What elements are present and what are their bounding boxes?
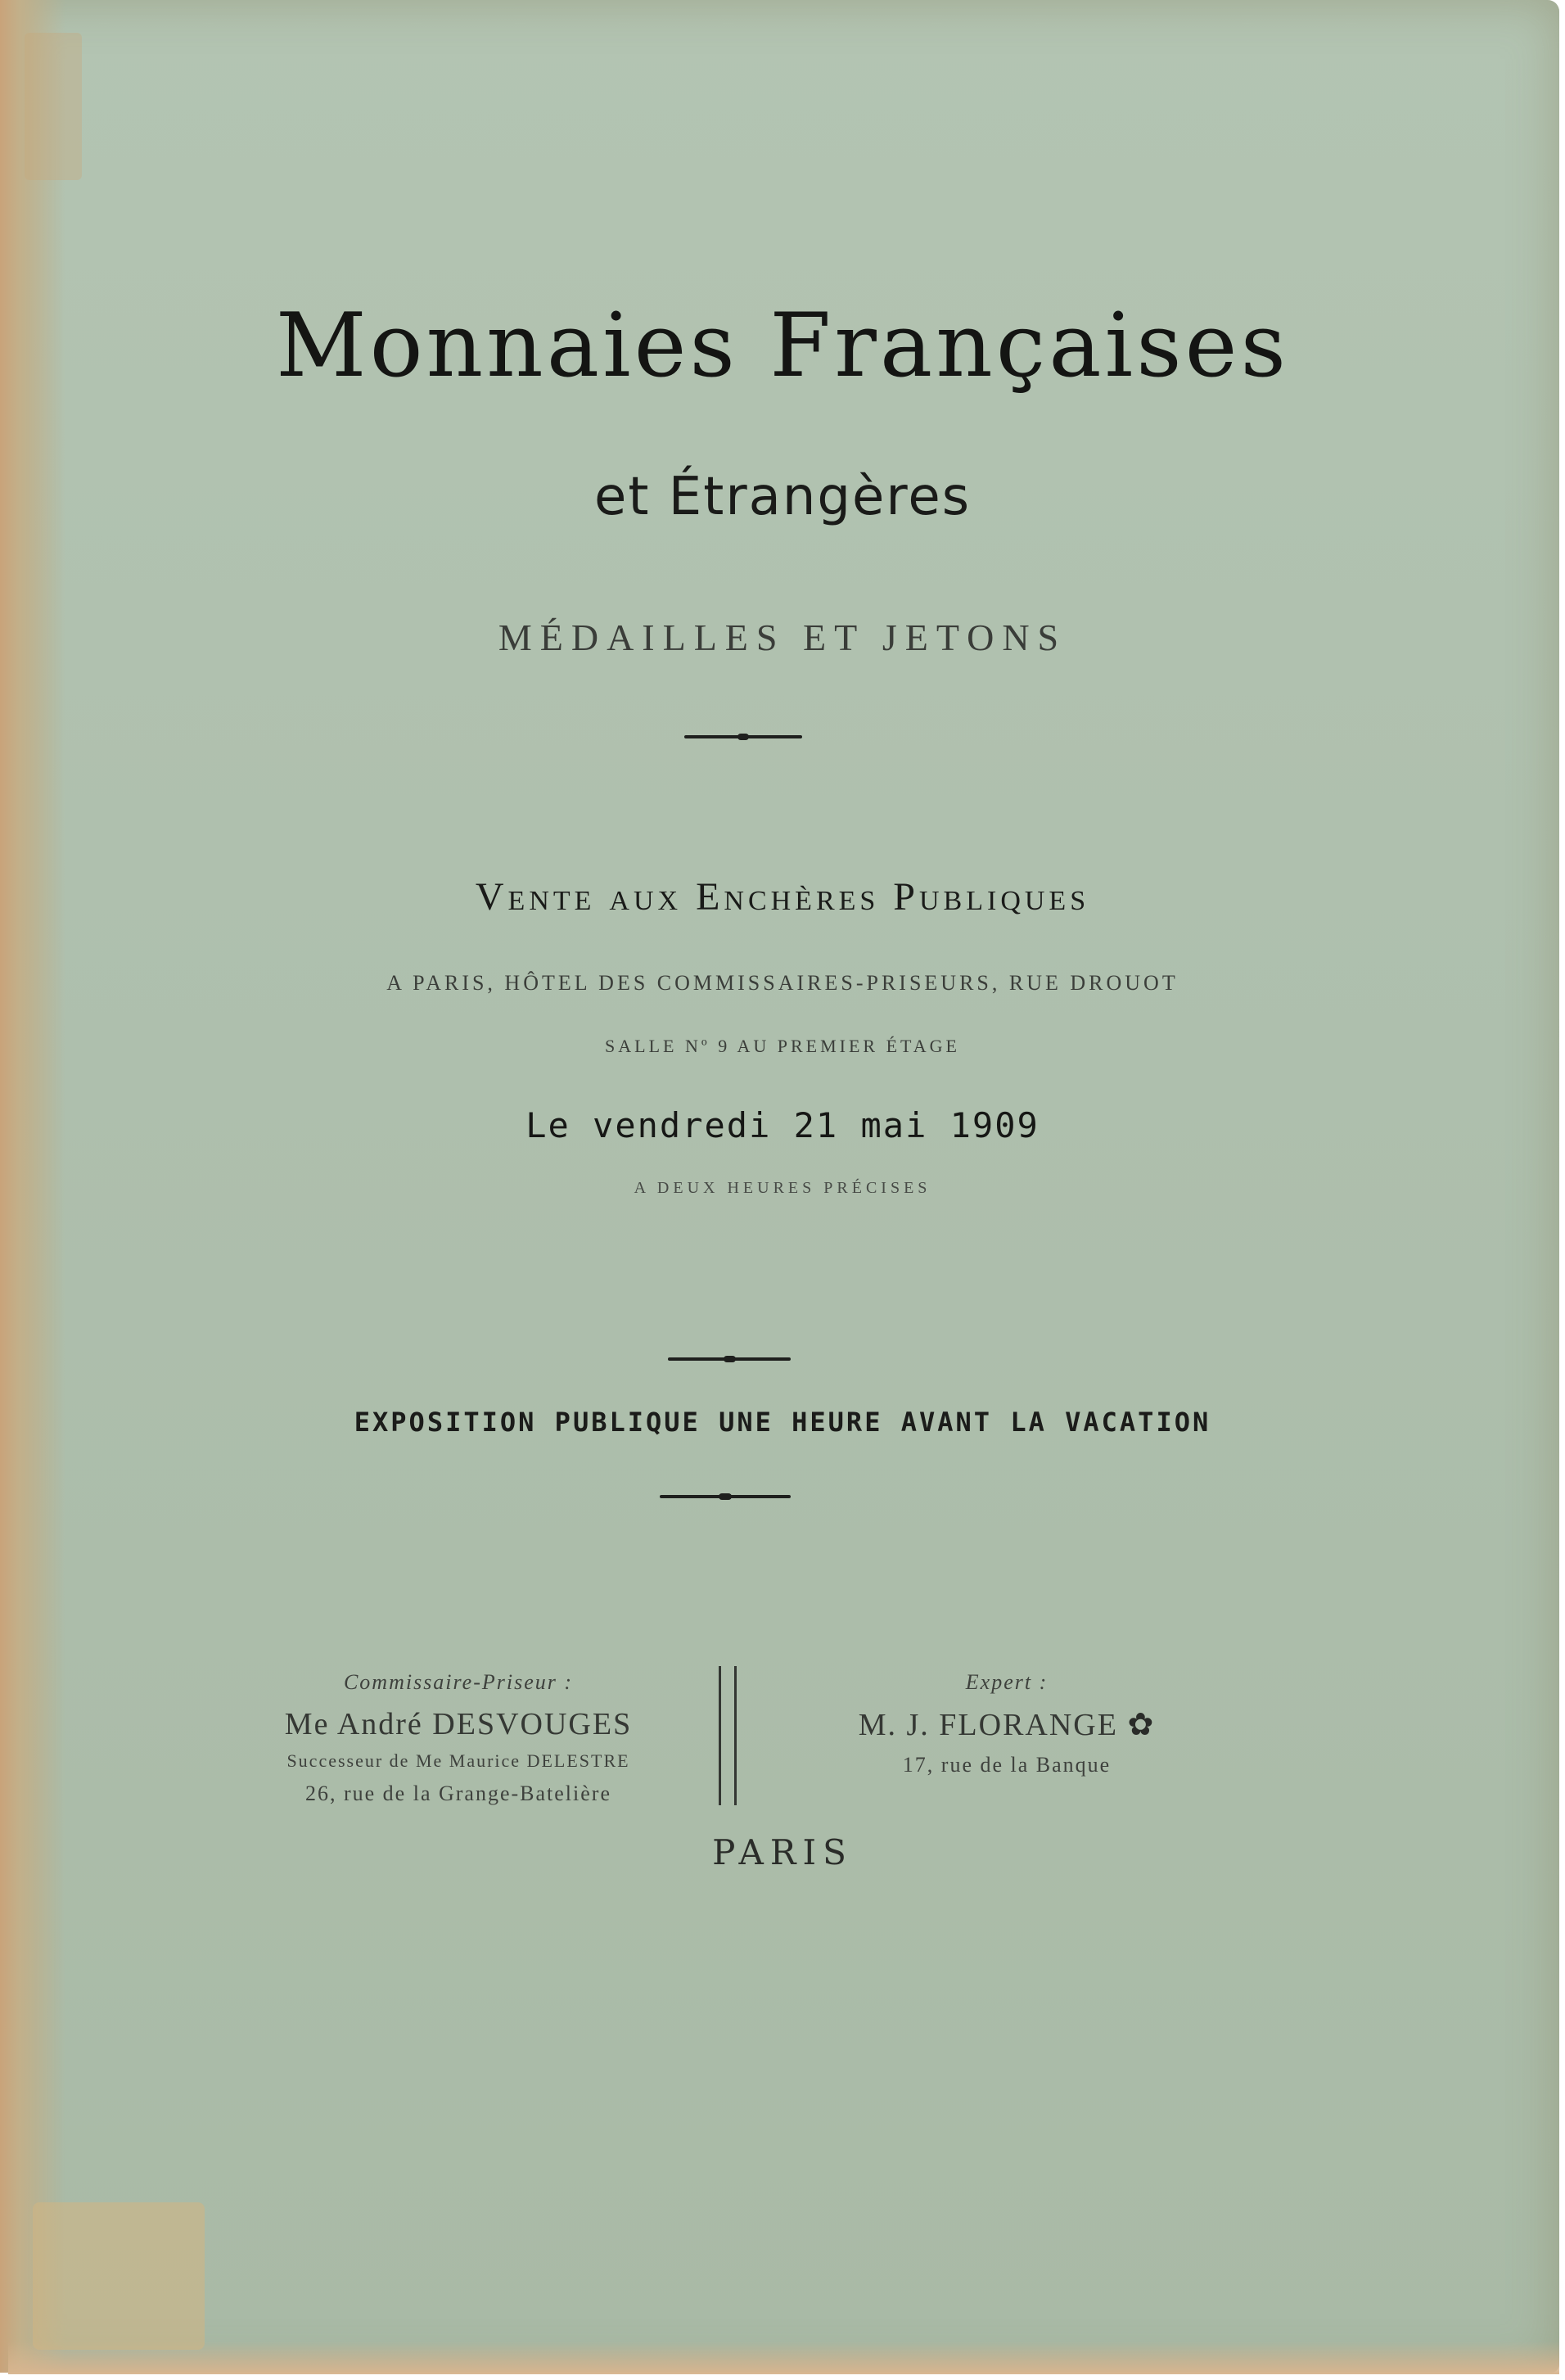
expert-decoration-icon: ✿ (1127, 1708, 1156, 1742)
auctioneer-name: Me André DESVOUGES (284, 1707, 633, 1741)
sale-date: Le vendredi 21 mai 1909 (525, 1105, 1040, 1145)
exhibition-note: EXPOSITION PUBLIQUE UNE HEURE AVANT LA VACATION (354, 1407, 1211, 1438)
auctioneer-role: Commissaire-Priseur : (343, 1670, 574, 1694)
auctioneer-successor: Successeur de Me Maurice DELESTRE (286, 1750, 630, 1771)
ornamental-rule-1 (684, 735, 802, 738)
cover-subtitle: et Étrangères (593, 467, 972, 527)
sale-heading: Vente aux Enchères Publiques (475, 875, 1090, 919)
expert-role: Expert : (965, 1670, 1049, 1694)
expert-name: M. J. FLORANGE (858, 1708, 1118, 1742)
ornamental-rule-2 (668, 1357, 791, 1361)
auctioneer-address: 26, rue de la Grange-Batelière (304, 1782, 611, 1805)
paper-stain-top (25, 33, 82, 180)
sale-location: A PARIS, HÔTEL DES COMMISSAIRES-PRISEURS, RUE DROUOT (386, 971, 1179, 995)
paper-stain (33, 2202, 205, 2350)
expert-block (778, 1670, 1236, 1777)
cover-bottom-edge (8, 2342, 1559, 2374)
cover-section: MÉDAILLES ET JETONS (498, 616, 1067, 658)
cover-title: Monnaies Françaises (275, 295, 1289, 397)
sale-room: SALLE Nº 9 AU PREMIER ÉTAGE (605, 1036, 960, 1056)
column-divider (719, 1666, 737, 1805)
sale-time: A DEUX HEURES PRÉCISES (634, 1179, 931, 1197)
expert-address: 17, rue de la Banque (902, 1753, 1112, 1777)
publication-city: PARIS (712, 1832, 853, 1872)
auctioneer-block (229, 1670, 688, 1806)
expert-name-line (778, 1706, 1236, 1743)
ornamental-rule-3 (660, 1495, 791, 1498)
